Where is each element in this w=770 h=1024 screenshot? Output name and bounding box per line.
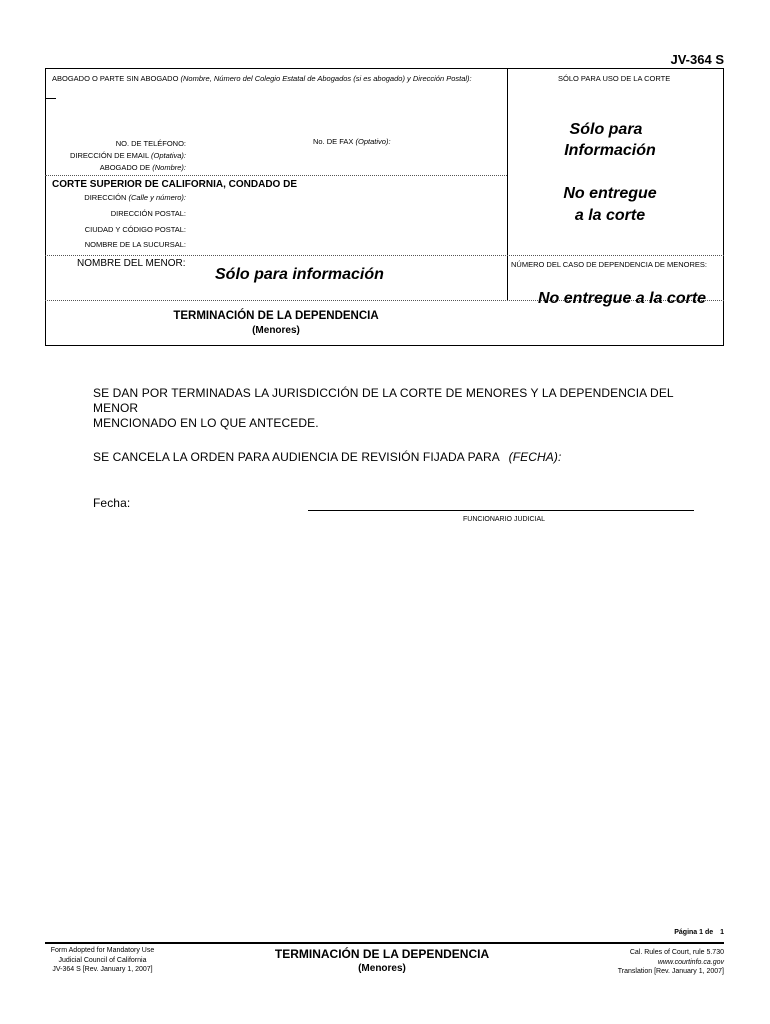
case-number-label: NÚMERO DEL CASO DE DEPENDENCIA DE MENORES: — [511, 260, 708, 269]
form-id: JV-364 S — [670, 52, 724, 67]
child-name-label: NOMBRE DEL MENOR: — [77, 258, 186, 269]
court-title: CORTE SUPERIOR DE CALIFORNIA, CONDADO DE — [52, 179, 298, 190]
case-number-value: No entregue a la corte — [538, 290, 707, 307]
footer-left-block: Form Adopted for Mandatory Use Judicial Council of California JV-364 S [Rev. January 1, 2007] — [50, 947, 155, 973]
footer-rule — [45, 942, 724, 944]
branch-label: NOMBRE DE LA SUCURSAL: — [84, 240, 186, 249]
footer-subtitle: (Menores) — [358, 963, 406, 974]
termination-paragraph: SE DAN POR TERMINADAS LA JURISDICCIÓN DE LA CORTE DE MENORES Y LA DEPENDENCIA DEL MENOR MENCIONADO EN LO QUE ANTECEDE. — [93, 386, 674, 430]
city-label: CIUDAD Y CÓDIGO POSTAL: — [84, 225, 186, 234]
signature-line[interactable] — [308, 510, 694, 511]
email-label: DIRECCIÓN DE EMAIL (Optativa): — [69, 151, 186, 160]
attorney-label: ABOGADO O PARTE SIN ABOGADO (Nombre, Número del Colegio Estatal de Abogados (si es abogado) y Dirección Postal): — [52, 74, 472, 83]
mailing-label: DIRECCIÓN POSTAL: — [110, 209, 186, 218]
caption-rule-child — [45, 255, 724, 256]
footer-title: TERMINACIÓN DE LA DEPENDENCIA — [274, 947, 490, 961]
court-use-label: SÓLO PARA USO DE LA CORTE — [558, 74, 671, 83]
document-subtitle: (Menores) — [252, 325, 300, 336]
stamp-a-la-corte: a la corte — [574, 207, 646, 224]
footer-right-block: Cal. Rules of Court, rule 5.730 www.courtinfo.ca.gov Translation [Rev. January 1, 2007] — [524, 948, 724, 977]
document-title: TERMINACIÓN DE LA DEPENDENCIA — [173, 310, 379, 322]
page-indicator: Página 1 de 1 — [674, 929, 724, 936]
stamp-solo-para: Sólo para — [569, 121, 643, 138]
phone-label: NO. DE TELÉFONO: — [115, 139, 186, 148]
stamp-no-entregue: No entregue — [563, 185, 657, 202]
courtinfo-link[interactable]: www.courtinfo.ca.gov — [657, 958, 724, 966]
signature-label: FUNCIONARIO JUDICIAL — [463, 516, 546, 523]
attorney-entry-mark — [45, 98, 56, 99]
caption-rule-court — [45, 175, 507, 176]
child-name-value: Sólo para información — [215, 266, 384, 283]
street-label: DIRECCIÓN (Calle y número): — [84, 193, 186, 202]
attorney-for-label: ABOGADO DE (Nombre): — [99, 163, 186, 172]
date-label: Fecha: — [93, 496, 131, 510]
stamp-informacion: Información — [564, 142, 656, 159]
cancel-hearing-paragraph: SE CANCELA LA ORDEN PARA AUDIENCIA DE REVISIÓN FIJADA PARA (FECHA): — [93, 450, 562, 464]
caption-divider — [507, 68, 508, 300]
fax-label: No. DE FAX (Optativo): — [313, 137, 391, 146]
